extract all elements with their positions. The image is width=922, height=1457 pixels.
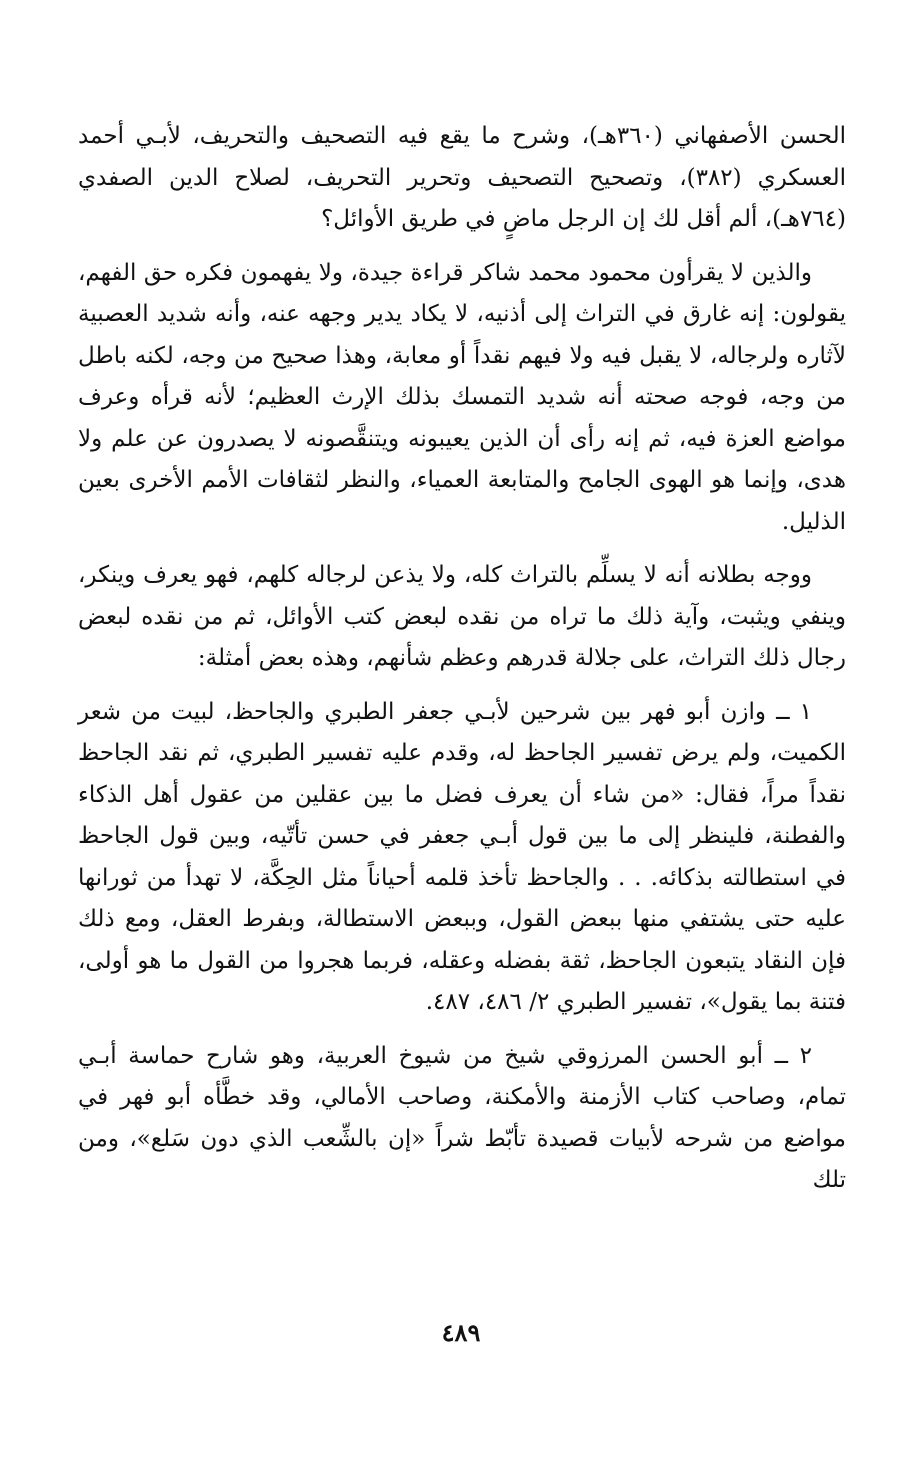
page-number: ٤٨٩: [441, 1318, 481, 1347]
paragraph-example-1: ١ ــ وازن أبو فهر بين شرحين لأبـي جعفر الطبري والجاحظ، لبيت من شعر الكميت، ولم يرض تفسير الجاحظ له، وقدم عليه تفسير الطبري، ثم نقد الجاحظ نقداً مراً، فقال: «من شاء أن يعرف فضل ما بين عقلين من عقول أهل الذكاء والفطنة، فلينظر إلى ما بين قول أبـي جعفر في حسن تأتّيه، وبين قول الجاحظ في استطالته بذكائه. . . والجاحظ تأخذ قلمه أحياناً مثل الحِكَّة، لا تهدأ من ثورانها عليه حتى يشتفي منها ببعض القول، وببعض الاستطالة، وبفرط العقل، ومع ذلك فإن النقاد يتبعون الجاحظ، ثقة بفضله وعقله، فربما هجروا من القول ما هو أولى، فتنة بما يقول»، تفسير الطبري ٢/ ٤٨٦، ٤٨٧.: [78, 698, 846, 1015]
body-text: [78, 116, 846, 1214]
paragraph-example-2: ٢ ــ أبو الحسن المرزوقي شيخ من شيوخ العربية، وهو شارح حماسة أبـي تمام، وصاحب كتاب الأزمنة والأمكنة، وصاحب الأمالي، وقد خطَّأه أبو فهر في مواضع من شرحه لأبيات قصيدة تأبّط شراً «إن بالشِّعب الذي دون سَلع»، ومن تلك: [78, 1042, 846, 1193]
paragraph-continuation: الحسن الأصفهاني (٣٦٠هـ)، وشرح ما يقع فيه التصحيف والتحريف، لأبـي أحمد العسكري (٣٨٢)، وتصحيح التصحيف وتحرير التحريف، لصلاح الدين الصفدي (٧٦٤هـ)، ألم أقل لك إن الرجل ماضٍ في طريق الأوائل؟: [78, 123, 846, 232]
paragraph: ووجه بطلانه أنه لا يسلِّم بالتراث كله، ولا يذعن لرجاله كلهم، فهو يعرف وينكر، وينفي ويثبت، وآية ذلك ما تراه من نقده لبعض كتب الأوائل، ثم من نقده لبعض رجال ذلك التراث، على جلالة قدرهم وعظم شأنهم، وهذه بعض أمثلة:: [78, 562, 846, 671]
paragraph: والذين لا يقرأون محمود محمد شاكر قراءة جيدة، ولا يفهمون فكره حق الفهم، يقولون: إنه غارق في التراث إلى أذنيه، لا يكاد يدير وجهه عنه، وأنه شديد العصبية لآثاره ولرجاله، لا يقبل فيه ولا فيهم نقداً أو معابة، وهذا صحيح من وجه، لكنه باطل من وجه، فوجه صحته أنه شديد التمسك بذلك الإرث العظيم؛ لأنه قرأه وعرف مواضع العزة فيه، ثم إنه رأى أن الذين يعيبونه ويتنقَّصونه لا يصدرون عن علم ولا هدى، وإنما هو الهوى الجامح والمتابعة العمياء، والنظر لثقافات الأمم الأخرى بعين الذليل.: [78, 259, 846, 535]
